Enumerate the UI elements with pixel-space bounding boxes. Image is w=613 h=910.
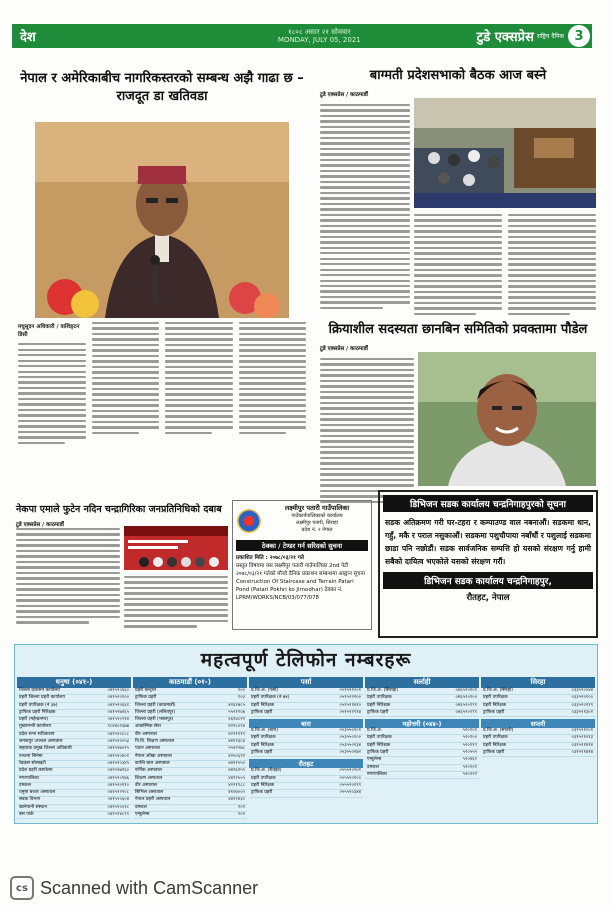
directory-row: [17, 746, 131, 753]
directory-subsection-header: बारा: [249, 719, 363, 728]
directory-entry-number: ५२०१०१: [462, 764, 477, 770]
directory-row: [17, 754, 131, 761]
directory-entry-number: ०४१५२०६०४: [107, 797, 129, 803]
directory-entry-number: ५२०११९: [462, 742, 477, 748]
lead-column-1: [18, 322, 86, 444]
bagmati-column-3: [508, 214, 596, 315]
directory-entry-number: ०५५५२०३४४: [339, 790, 361, 796]
directory-row: [17, 783, 131, 790]
directory-entry-name: नगरपालिका: [367, 771, 387, 777]
directory-entry-name: वीर अस्पताल: [135, 731, 157, 737]
directory-entry-name: बस पार्क: [19, 812, 34, 818]
kriyashil-byline: टुडे एक्सप्रेस / काठमाडौं: [320, 346, 368, 352]
directory-column-header: पर्सा: [249, 677, 363, 688]
directory-entry-name: प्र.जि.अ. (पर्सा): [251, 688, 279, 693]
directory-title: महत्वपूर्ण टेलिफोन नम्बरहरू: [200, 649, 412, 671]
directory-entry-name: प्रदेश सभा सचिवालय: [19, 731, 55, 737]
tender-org: लक्ष्मीपुर पतारी गाउँपालिका: [284, 504, 350, 512]
directory-entry-name: वीर अस्पताल: [135, 782, 157, 788]
directory-row: [133, 812, 247, 819]
directory-entry-name: सिभिल अस्पताल: [135, 790, 164, 796]
directory-row: [17, 703, 131, 710]
directory-entry-number: १०३: [237, 695, 245, 701]
directory-entry-name: प्रहरी निरिक्षक: [367, 702, 391, 708]
directory-row: [365, 735, 479, 742]
directory-entry-number: ०४६५२०१०१: [455, 688, 477, 693]
directory-entry-number: ०३३५२०१००: [571, 695, 593, 701]
directory-entry-name: आकस्मिक सेवा: [135, 724, 161, 730]
directory-entry-number: ०५१५२१४१०: [339, 702, 361, 708]
directory-entry-name: दमकल: [19, 782, 31, 788]
directory-entry-number: १०२: [237, 812, 245, 818]
directory-entry-name: खानेपानी संस्थान: [19, 804, 47, 810]
directory-row: [249, 710, 363, 717]
directory-entry-number: ०४१५२०४०१: [107, 753, 129, 759]
directory-row: [133, 732, 247, 739]
directory-row: [365, 772, 479, 779]
uml-photo: [124, 526, 228, 570]
directory-row: [365, 695, 479, 702]
directory-row: [17, 812, 131, 819]
directory-entry-name: प्र.जि.अ. (रौतहट): [251, 768, 282, 774]
directory-row: [481, 703, 595, 710]
tender-date: प्रकाशित मिति : २०७८/०३/२१ गते: [236, 555, 304, 561]
directory-entry-number: ५२०१००: [462, 735, 477, 741]
directory-row: [17, 805, 131, 812]
directory-entry-name: प्रहरी उपरिक्षक: [483, 735, 508, 741]
ambassador-illustration: [35, 122, 289, 318]
directory-entry-number: ०५५५२०१९९: [339, 782, 361, 788]
directory-entry-number: ४२२८०९४: [228, 724, 245, 730]
masthead-brand: [477, 27, 568, 45]
tender-notice: [232, 500, 372, 630]
directory-entry-name: नेपाल प्रहरी अस्पताल: [135, 797, 171, 803]
directory-entry-number: ५५२१२०७: [228, 709, 245, 715]
directory-row: [17, 732, 131, 739]
directory-entry-number: ०४१५२४८९९: [107, 812, 129, 818]
brand-name: टुडे एक्सप्रेस: [476, 30, 534, 45]
directory-entry-name: प्रहरी उपरिक्षक: [251, 735, 276, 741]
directory-entry-number: ०४६५२०१००: [455, 695, 477, 701]
directory-entry-name: प्रहरी निरिक्षक: [251, 742, 275, 748]
directory-entry-number: ०४६५२०१९९: [455, 702, 477, 708]
directory-entry-number: ०५३५५०१००: [339, 735, 361, 741]
directory-row: [17, 797, 131, 804]
directory-entry-name: रञ्जना सिनेमा: [19, 753, 43, 759]
directory-row: [133, 797, 247, 804]
phone-directory: [14, 644, 598, 824]
directory-entry-name: प्र.जि.अ.: [367, 728, 383, 734]
kriyashil-headline: क्रियाशील सदस्यता छानबिन समितिको प्रवक्तामा पौडेल: [328, 322, 588, 337]
directory-row: [481, 695, 595, 702]
directory-entry-name: प्रहरी उपरिक्षक: [367, 695, 392, 701]
directory-entry-number: ०५३५५०१०१: [339, 728, 361, 734]
directory-row: [17, 695, 131, 702]
directory-entry-number: ०४१५२७०२५: [107, 746, 129, 752]
directory-entry-number: ५२०१०१: [462, 728, 477, 734]
directory-row: [365, 757, 479, 764]
bagmati-byline: टुडे एक्सप्रेस / काठमाडौं: [320, 92, 368, 98]
directory-entry-name: ट्राफिक प्रहरी: [135, 695, 157, 701]
directory-entry-number: ०४१५२०६६१: [107, 702, 129, 708]
directory-entry-name: ट्राफिक प्रहरी: [367, 709, 389, 715]
directory-entry-number: ०५१५२२००१: [339, 688, 361, 693]
directory-entry-number: ०४६५२०२९९: [455, 709, 477, 715]
nepal-emblem-icon: [237, 509, 261, 533]
lead-column-2: [92, 322, 160, 444]
directory-entry-name: प्रहरी उपरिक्षक (नं ७४): [251, 695, 290, 701]
directory-entry-number: ४२२१११९: [228, 731, 245, 737]
directory-entry-number: ०४१५२००५३: [107, 739, 129, 745]
lead-headline: नेपाल र अमेरिकाबीच नागरिकस्तरको सम्बन्ध अझै गाढा छ – राजदूत डा खतिवडा: [20, 71, 304, 104]
uml-column-1: [16, 528, 120, 624]
directory-entry-name: प्रहरी उपरिक्षक: [251, 775, 276, 781]
directory-entry-number: ४४१२५०५: [228, 775, 245, 781]
directory-entry-number: ५२०५५५: [462, 750, 477, 756]
directory-row: [365, 743, 479, 750]
directory-entry-number: ०३१५२१०१३: [571, 735, 593, 741]
tender-org-line2: गाउँकार्यपालिकाको कार्यालय: [291, 513, 343, 519]
directory-entry-name: धनुषा बजार अस्पताल: [19, 790, 56, 796]
directory-entry-number: ६६१४८२१: [228, 717, 245, 723]
directory-column: [249, 677, 363, 821]
directory-column-header: सर्लाही: [365, 677, 479, 688]
tender-body: प्रस्तुत विषयमा यस लक्ष्मीपुर पतारी गाउँपालिका 2nd पेटी २०७८/०३/२१ गतेको मौजो दैनिक प्रकाशन सम्बन्धमा आह्वान सूचना Construction Of Staircase and Terrain Patari Pond (Patari Pokhri ko Jirnodhar) ठेक्का नं. LPRM/WORKS/NCB/03/077/078: [236, 563, 365, 601]
directory-entry-name: प्रहरी उपरिक्षक (नं ३७): [19, 702, 58, 708]
directory-entry-name: नेपाल आँखा अस्पताल: [135, 753, 172, 759]
camscanner-logo-icon: cs: [10, 876, 34, 900]
directory-entry-number: ४४१२३०३: [228, 739, 245, 745]
directory-entry-name: सडक विभाग: [19, 797, 41, 803]
directory-entry-name: प्रहरी निरिक्षक: [367, 742, 391, 748]
directory-row: [17, 768, 131, 775]
directory-row: [249, 750, 363, 757]
directory-row: [249, 695, 363, 702]
directory-entry-name: ट्राफिक प्रहरी: [251, 709, 273, 715]
bagmati-column-2: [414, 214, 502, 315]
directory-row: [17, 724, 131, 731]
directory-row: [365, 703, 479, 710]
scanner-watermark: [10, 876, 258, 900]
directory-entry-name: जिल्ला प्रहरी (काठमाडौं): [135, 702, 176, 708]
uml-column-2: [124, 576, 228, 628]
directory-entry-name: प्र.जि.अ. (सिराहा): [367, 688, 399, 693]
date-english: MONDAY, JULY 05, 2021: [277, 36, 361, 44]
directory-row: [249, 743, 363, 750]
directory-entry-name: जिल्ला प्रहरी (भक्तपुर): [135, 717, 174, 723]
directory-entry-name: ट्राफिक प्रहरी: [251, 790, 273, 796]
road-office-notice: [378, 490, 598, 638]
uml-illustration: [124, 526, 228, 570]
directory-entry-name: मुख्यमन्त्री कार्यालय: [19, 724, 51, 730]
directory-entry-number: ०५१५२२२००: [339, 695, 361, 701]
directory-row: [133, 754, 247, 761]
directory-entry-name: दमकल: [135, 804, 147, 810]
notice-footer: डिभिजन सडक कार्यालय चन्द्रनिगाहपुर,: [383, 572, 593, 589]
directory-entry-name: प्र.जि.अ. (बारा): [251, 728, 279, 734]
directory-entry-number: ०४१५२०३४५: [107, 760, 129, 766]
uml-headline: नेकपा एमाले फुटेन नदिन चन्द्रागिरिका जनप्रतिनिधिको दबाब: [16, 504, 222, 515]
directory-entry-number: ०५३५५०१७२: [339, 750, 361, 756]
directory-entry-number: ५५२२२७८: [228, 746, 245, 752]
section-label: देश: [20, 30, 36, 45]
directory-entry-number: ०३१५२१४१७: [571, 750, 593, 756]
page-header: [12, 24, 592, 48]
directory-row: [133, 746, 247, 753]
directory-entry-name: ट्राफिक प्रहरी: [483, 709, 505, 715]
directory-subsection-header: रौतहट: [249, 759, 363, 768]
directory-entry-number: ०४१५२०१७६: [107, 775, 129, 781]
directory-row: [365, 750, 479, 757]
directory-entry-name: प्रहरी उपरिक्षक: [483, 695, 508, 701]
lead-column-3: [165, 322, 233, 444]
directory-row: [481, 710, 595, 717]
directory-column: [133, 677, 247, 821]
scanner-text: Scanned with CamScanner: [40, 877, 259, 898]
story-uml: [14, 500, 230, 630]
directory-entry-number: ४४२६१५९: [228, 768, 245, 774]
tender-org-line3: लक्ष्मीपुर पतारी, सिराहा: [296, 520, 338, 526]
directory-entry-name: प्र.जि.अ. (सिरहा): [483, 688, 513, 693]
directory-entry-name: जनकपुर अञ्चल अस्पताल: [19, 739, 63, 745]
directory-entry-name: ट्राफिक प्रहरी: [251, 750, 273, 756]
directory-entry-name: प्रहरी (महेन्द्रनगर): [19, 717, 49, 723]
directory-row: [133, 724, 247, 731]
directory-entry-name: नगरपालिका: [19, 775, 39, 781]
uml-byline: टुडे एक्सप्रेस / काठमाडौं: [16, 522, 64, 528]
directory-entry-number: ५२०२२२: [462, 771, 477, 777]
story-bagmati: [318, 64, 598, 314]
directory-entry-number: ०५५५२०१०१: [339, 768, 361, 774]
directory-entry-name: प्रहरी जिल्ला प्रहरी कार्यालय: [19, 695, 65, 701]
directory-entry-name: कान्ति बाल अस्पताल: [135, 760, 170, 766]
directory-entry-number: ०३१५२१४१४: [571, 742, 593, 748]
tender-org-line4: प्रदेश नं. २ नेपाल: [301, 527, 333, 533]
directory-entry-number: ०३१५२१००१: [571, 728, 593, 734]
directory-entry-name: पाटन अस्पताल: [135, 746, 160, 752]
directory-entry-name: प्रहरी निरिक्षक: [483, 702, 507, 708]
directory-subsection-header: सप्तरी: [481, 719, 595, 728]
directory-entry-number: ०४१५२०६६०: [107, 688, 129, 693]
directory-entry-number: ०३३५२००४४: [571, 688, 593, 693]
directory-entry-name: सहायक प्रमुख जिल्ला अधिकारी: [19, 746, 72, 752]
notice-body: सडक अतिक्रमण गरी घर-टहरा र कम्पाउण्ड वाल नबनाऔं। सडकमा धान, गहुँ, मकै र पराल नसुकाऔं। सडकमा पशुचौपाया नबाँधौं र पशुलाई सडकमा छाडा पनि नछोडौं। सडक सार्वजनिक सम्पत्ति हो यसको संरक्षण गर्नु हामी सबैको दायित्व भएकोले यसको संरक्षण गरौं।: [385, 518, 591, 566]
directory-row: [133, 768, 247, 775]
directory-column: [17, 677, 131, 821]
directory-entry-number: ४४११५५०: [228, 760, 245, 766]
directory-entry-name: नर्भिक अस्पताल: [135, 768, 162, 774]
directory-row: [133, 739, 247, 746]
directory-row: [17, 776, 131, 783]
tender-bar: ठेक्का / टेण्डर गर्न सरिदको सुचना: [236, 540, 368, 551]
directory-entry-number: ४२५०६९१: [228, 753, 245, 759]
directory-row: [365, 710, 479, 717]
directory-column-header: धनुषा (०४१-): [17, 677, 131, 688]
directory-entry-name: जिल्ला प्रशासन कार्यालय: [19, 688, 60, 693]
directory-entry-name: ट्राफिक प्रहरी निरिक्षक: [19, 709, 56, 715]
lead-byline: मधुसूदन अधिकारी / वाशिङ्टन डिसी: [18, 324, 80, 338]
kriyashil-body: [320, 358, 414, 503]
directory-entry-number: १०१: [237, 804, 245, 810]
notice-footer-location: रौतहट, नेपाल: [466, 593, 510, 603]
directory-entry-name: प्रदेश प्रहरी कार्यालय: [19, 768, 53, 774]
directory-entry-name: ट्राफिक प्रहरी: [367, 750, 389, 756]
directory-row: [481, 735, 595, 742]
page-number: 3: [568, 25, 590, 47]
issue-date: [162, 28, 477, 44]
directory-column: [481, 677, 595, 821]
directory-column-header: काठमाडौं (०१-): [133, 677, 247, 688]
directory-entry-name: प्र.जि.अ. (सप्तरी): [483, 728, 514, 734]
directory-entry-number: १००: [237, 688, 245, 693]
directory-row: [133, 776, 247, 783]
directory-entry-name: एम्बुलेन्स: [367, 757, 382, 763]
directory-column-header: सिरहा: [481, 677, 595, 688]
lead-body: [14, 318, 310, 444]
directory-entry-number: ४४१२४३०: [228, 797, 245, 803]
directory-entry-number: ५२०४६२: [462, 757, 477, 763]
story-kriyashil: [318, 318, 598, 493]
directory-entry-name: त्रि.वि. शिक्षण अस्पताल: [135, 739, 175, 745]
directory-entry-name: प्रहरी कन्ट्रोल: [135, 688, 157, 693]
directory-row: [133, 695, 247, 702]
directory-entry-name: प्रहरी उपरिक्षक: [367, 735, 392, 741]
directory-entry-number: ०४१५२०२१४: [107, 717, 129, 723]
directory-entry-number: ०४१५२०११०: [107, 782, 129, 788]
directory-row: [249, 768, 363, 775]
assembly-hall-photo: [414, 98, 596, 208]
assembly-illustration: [414, 98, 596, 208]
directory-entry-number: ०४१५२००१८: [107, 804, 129, 810]
bagmati-column-1: [320, 104, 410, 309]
directory-column: [365, 677, 479, 821]
directory-row: [133, 703, 247, 710]
directory-row: [481, 750, 595, 757]
spokesperson-illustration: [418, 352, 596, 486]
directory-entry-number: ०५५५२०१००: [339, 775, 361, 781]
date-nepali: १८०८ असार २१ सोमवार: [288, 28, 351, 36]
directory-entry-number: ०५१५२२९९७: [339, 709, 361, 715]
directory-entry-number: ०४१५२२२०८: [107, 790, 129, 796]
brand-subtitle: राष्ट्रिय दैनिक: [536, 33, 564, 40]
directory-entry-number: ०३३५२१३०२: [571, 709, 593, 715]
spokesperson-photo: [418, 352, 596, 486]
directory-entry-number: ०४१५२७४६५: [107, 709, 129, 715]
directory-subsection-header: महोत्तरी (०४४-): [365, 719, 479, 728]
directory-row: [249, 790, 363, 797]
directory-entry-number: ४२६१७८५: [228, 702, 245, 708]
directory-row: [481, 743, 595, 750]
directory-entry-name: दमकल: [367, 764, 379, 770]
directory-entry-number: ०४१५२०८८८: [107, 731, 129, 737]
directory-entry-number: ४२२१९८८: [228, 782, 245, 788]
directory-entry-name: ट्राफिक प्रहरी: [483, 750, 505, 756]
directory-entry-number: ०३३५२०११९: [571, 702, 593, 708]
directory-entry-name: रेडक्रस सोसाइटी: [19, 760, 46, 766]
directory-entry-number: ४१०७०००: [228, 790, 245, 796]
directory-row: [365, 765, 479, 772]
directory-entry-name: प्रहरी निरिक्षक: [251, 782, 275, 788]
notice-title: डिभिजन सडक कार्यालय चन्द्रनिगाहपुरको सूचना: [383, 495, 593, 512]
directory-entry-number: ०४१५२०१००: [107, 695, 129, 701]
lead-column-4: [239, 322, 307, 444]
bagmati-headline: बाग्मती प्रदेशसभाको बैठक आज बस्ने: [369, 68, 547, 83]
directory-entry-name: प्रहरी निरिक्षक: [251, 702, 275, 708]
directory-entry-name: जिल्ला प्रहरी (ललितपुर): [135, 709, 176, 715]
directory-row: [249, 703, 363, 710]
directory-grid: [17, 677, 595, 821]
lead-story: [14, 64, 310, 494]
directory-entry-number: ०४१५२७१६०: [107, 768, 129, 774]
directory-row: [249, 735, 363, 742]
directory-entry-number: ०५३५५०१३४: [339, 742, 361, 748]
directory-entry-name: प्रहरी निरिक्षक: [483, 742, 507, 748]
directory-entry-name: शिक्षण अस्पताल: [135, 775, 163, 781]
directory-entry-name: एम्बुलेन्स: [135, 812, 150, 818]
directory-row: [133, 805, 247, 812]
ambassador-photo: [35, 122, 289, 318]
directory-entry-number: ९८४४०२३७७: [107, 724, 129, 730]
directory-row: [249, 776, 363, 783]
